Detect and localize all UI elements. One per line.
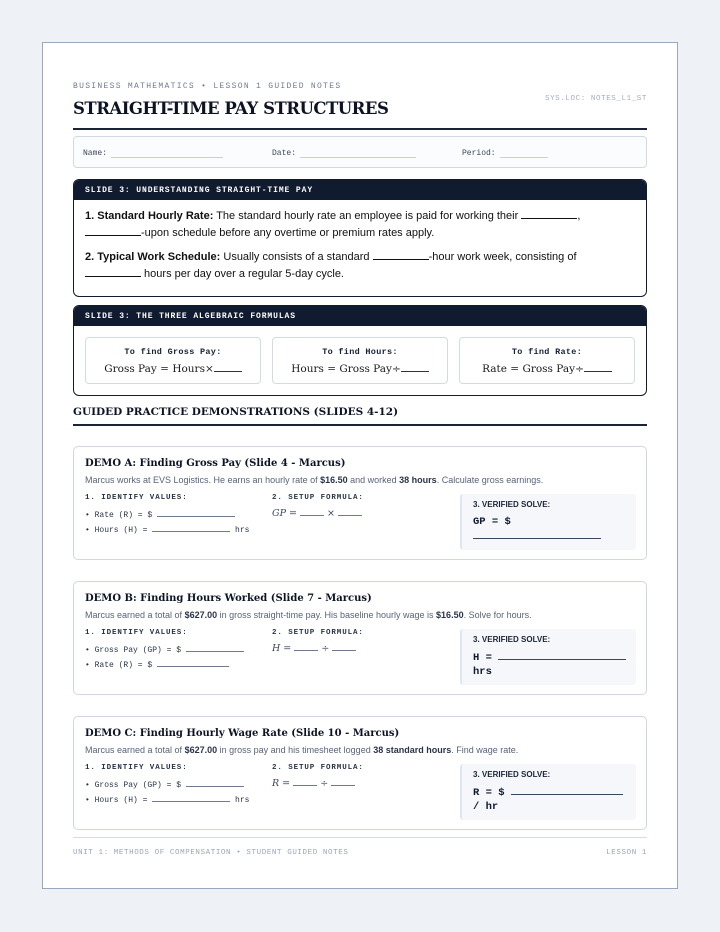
setup-formula[interactable]: R = ÷ [272,778,355,789]
fill-blank[interactable] [373,249,429,260]
verified-solve-label: 3. VERIFIED SOLVE: [473,500,551,509]
solve-answer[interactable]: H = hrs [473,650,636,679]
value-line[interactable]: • Gross Pay (GP) = $ [85,779,244,790]
system-location-tag: SYS.LOC: NOTES_L1_ST [544,95,647,103]
verified-solve-label: 3. VERIFIED SOLVE: [473,635,551,644]
identify-values-label: 1. IDENTIFY VALUES: [85,764,188,772]
date-field[interactable] [272,149,416,158]
verified-solve-label: 3. VERIFIED SOLVE: [473,770,551,779]
setup-formula-label: 2. SETUP FORMULA: [272,764,364,772]
name-field[interactable] [83,149,223,158]
demo-description: Marcus earned a total of $627.00 in gross pay and his timesheet logged 38 standard hours. Find wage rate. [85,745,519,755]
fill-blank[interactable] [85,266,141,277]
slide3-concepts-card [73,179,647,297]
identify-values-label: 1. IDENTIFY VALUES: [85,629,188,637]
slide3-concepts-header: SLIDE 3: UNDERSTANDING STRAIGHT-TIME PAY [74,180,646,200]
standard-hourly-rate-note: 1. Standard Hourly Rate: The standard hourly rate an employee is paid for working their , -upon schedule before any overtime or premium rates apply. [85,210,581,239]
setup-formula[interactable]: GP = × [272,508,362,519]
fill-blank[interactable] [214,363,242,372]
setup-formula-label: 2. SETUP FORMULA: [272,629,364,637]
solve-answer[interactable]: R = $ / hr [473,785,636,814]
verified-solve-box [460,764,636,820]
slide3-formulas-header: SLIDE 3: THE THREE ALGEBRAIC FORMULAS [74,306,646,326]
value-line[interactable]: • Rate (R) = $ [85,509,235,520]
standard-hourly-rate-term: 1. Standard Hourly Rate: [85,210,214,222]
fill-blank[interactable] [85,225,141,236]
date-label: Date: [272,149,297,158]
worksheet-page [42,42,678,889]
demo-b-card [73,581,647,695]
demo-c-card [73,716,647,830]
course-eyebrow: BUSINESS MATHEMATICS • LESSON 1 GUIDED NOTES [73,82,342,91]
guided-practice-heading: GUIDED PRACTICE DEMONSTRATIONS (SLIDES 4-12) [73,406,399,418]
identify-values-label: 1. IDENTIFY VALUES: [85,494,188,502]
demo-description: Marcus earned a total of $627.00 in gross straight-time pay. His baseline hourly wage is $16.50. Solve for hours. [85,610,532,620]
slide3-formulas-card [73,305,647,396]
demo-title: DEMO C: Finding Hourly Wage Rate (Slide 10 - Marcus) [85,728,400,739]
solve-answer[interactable]: GP = $ [473,515,636,544]
footer-unit-label: UNIT 1: METHODS OF COMPENSATION • STUDENT GUIDED NOTES [73,849,349,857]
fill-blank[interactable] [584,363,612,372]
period-label: Period: [462,149,496,158]
value-line[interactable]: • Hours (H) = hrs [85,526,250,535]
page-title: STRAIGHT-TIME PAY STRUCTURES [73,99,389,118]
demo-description: Marcus works at EVS Logistics. He earns an hourly rate of $16.50 and worked 38 hours. Calculate gross earnings. [85,475,544,485]
fill-blank[interactable] [401,363,429,372]
footer-lesson-label: LESSON 1 [606,849,647,857]
name-label: Name: [83,149,108,158]
value-line[interactable]: • Rate (R) = $ [85,659,229,670]
hours-formula-box: To find Hours: Hours = Gross Pay÷ [272,337,448,384]
demo-title: DEMO A: Finding Gross Pay (Slide 4 - Marcus) [85,458,346,469]
typical-work-schedule-note: 2. Typical Work Schedule: Usually consists of a standard -hour work week, consisting of hours per day over a regular 5-day cycle. [85,251,577,280]
fill-blank[interactable] [521,208,577,219]
setup-formula[interactable]: H = ÷ [272,643,356,654]
value-line[interactable]: • Gross Pay (GP) = $ [85,644,244,655]
section-divider [73,424,647,426]
footer-divider [73,837,647,838]
title-divider [73,128,647,130]
student-info-bar [73,136,647,168]
rate-formula-box: To find Rate: Rate = Gross Pay÷ [459,337,635,384]
verified-solve-box [460,494,636,550]
typical-work-schedule-term: 2. Typical Work Schedule: [85,251,221,263]
demo-a-card [73,446,647,560]
setup-formula-label: 2. SETUP FORMULA: [272,494,364,502]
gross-pay-formula-box: To find Gross Pay: Gross Pay = Hours× [85,337,261,384]
value-line[interactable]: • Hours (H) = hrs [85,796,250,805]
period-field[interactable] [462,149,548,158]
demo-title: DEMO B: Finding Hours Worked (Slide 7 - Marcus) [85,593,372,604]
verified-solve-box [460,629,636,685]
